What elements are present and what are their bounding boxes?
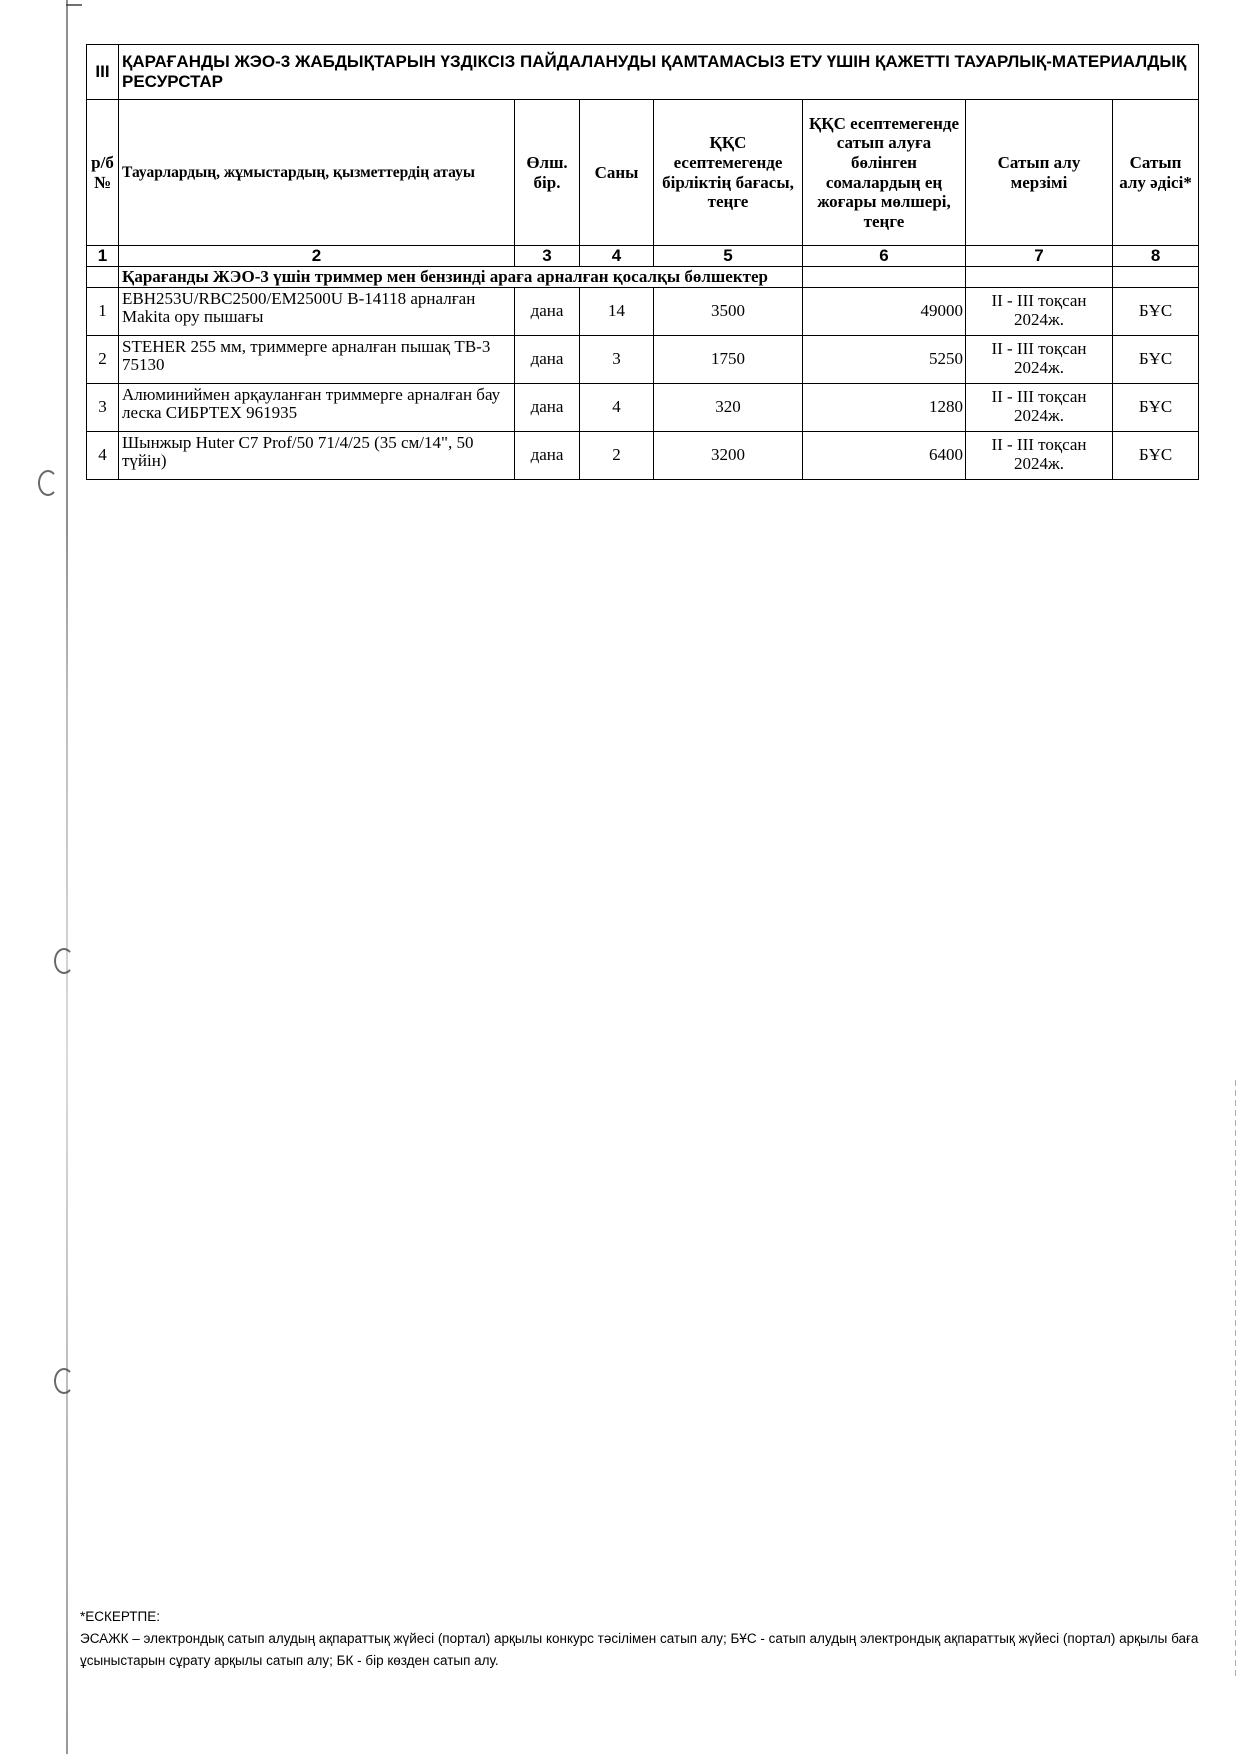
section-title: ҚАРАҒАНДЫ ЖЭО-3 ЖАБДЫҚТАРЫН ҮЗДІКСІЗ ПАЙДАЛАНУДЫ ҚАМТАМАСЫЗ ЕТУ ҮШІН ҚАЖЕТТІ ТАУАРЛЫҚ-МАТЕРИАЛДЫҚ РЕСУРСТАР [119,45,1199,100]
punch-hole-mark [54,1368,74,1394]
item-quantity: 3 [580,335,654,383]
column-number-row [87,246,1199,267]
item-quantity: 4 [580,383,654,431]
column-number: 4 [580,246,654,267]
item-method: БҰС [1113,335,1199,383]
header-unit: Өлш. бір. [515,100,580,246]
item-unit-price: 3500 [654,287,803,335]
table-row [87,335,1199,383]
scan-edge-right [1235,1080,1236,1680]
item-total: 49000 [803,287,966,335]
item-total: 1280 [803,383,966,431]
column-number: 6 [803,246,966,267]
column-number: 8 [1113,246,1199,267]
item-name: STEHER 255 мм, триммерге арналған пышақ TB-3 75130 [119,335,515,383]
group-title: Қарағанды ЖЭО-3 үшін триммер мен бензинді араға арналған қосалқы бөлшектер [119,266,803,287]
footnote-title: *ЕСКЕРТПЕ: [80,1609,160,1624]
group-row [87,266,1199,287]
item-total: 6400 [803,431,966,479]
item-period: II - III тоқсан 2024ж. [966,383,1113,431]
column-number: 7 [966,246,1113,267]
item-name: Алюминиймен арқауланған триммерге арналған бау леска СИБРТЕХ 961935 [119,383,515,431]
item-unit-price: 1750 [654,335,803,383]
column-number: 1 [87,246,119,267]
item-number: 2 [87,335,119,383]
footnote-text: ЭСАЖК – электрондық сатып алудың ақпараттық жүйесі (портал) арқылы конкурс тәсілімен сатып алу; БҰС - сатып алудың электрондық ақпараттық жүйесі (портал) арқылы баға ұсыныстарын сұрату арқылы сатып алу; БК - бір көзден сатып алу. [80,1631,1199,1668]
item-unit: дана [515,335,580,383]
item-unit: дана [515,287,580,335]
item-total: 5250 [803,335,966,383]
scan-edge-top [66,4,82,6]
header-total: ҚҚС есептемегенде сатып алуға бөлінген сомалардың ең жоғары мөлшері, теңге [803,100,966,246]
item-period: II - III тоқсан 2024ж. [966,335,1113,383]
header-period: Сатып алу мерзімі [966,100,1113,246]
table-row [87,287,1199,335]
header-qty: Саны [580,100,654,246]
column-number: 3 [515,246,580,267]
item-name: EBH253U/RBC2500/EM2500U B-14118 арналған Makita ору пышағы [119,287,515,335]
item-number: 3 [87,383,119,431]
section-number: III [87,45,119,100]
column-header-row [87,100,1199,246]
table-row [87,383,1199,431]
item-number: 1 [87,287,119,335]
group-num-cell [87,266,119,287]
item-method: БҰС [1113,287,1199,335]
table-row [87,431,1199,479]
item-unit-price: 320 [654,383,803,431]
header-num: р/б № [87,100,119,246]
column-number: 5 [654,246,803,267]
item-period: II - III тоқсан 2024ж. [966,431,1113,479]
group-empty-cell [966,266,1113,287]
resources-table [86,44,1199,480]
item-unit-price: 3200 [654,431,803,479]
item-unit: дана [515,383,580,431]
item-method: БҰС [1113,383,1199,431]
item-method: БҰС [1113,431,1199,479]
item-name: Шынжыр Huter C7 Prof/50 71/4/25 (35 см/14", 50 түйін) [119,431,515,479]
item-number: 4 [87,431,119,479]
item-period: II - III тоқсан 2024ж. [966,287,1113,335]
item-quantity: 14 [580,287,654,335]
section-header-row [87,45,1199,100]
punch-hole-mark [54,948,74,974]
group-empty-cell [803,266,966,287]
header-price: ҚҚС есептемегенде бірліктің бағасы, теңге [654,100,803,246]
column-number: 2 [119,246,515,267]
item-unit: дана [515,431,580,479]
punch-hole-mark [38,470,58,496]
group-empty-cell [1113,266,1199,287]
header-name: Тауарлардың, жұмыстардың, қызметтердің атауы [119,100,515,246]
scan-edge-left [66,0,68,1754]
header-method: Сатып алу әдісі* [1113,100,1199,246]
footnote [80,1606,1200,1672]
item-quantity: 2 [580,431,654,479]
